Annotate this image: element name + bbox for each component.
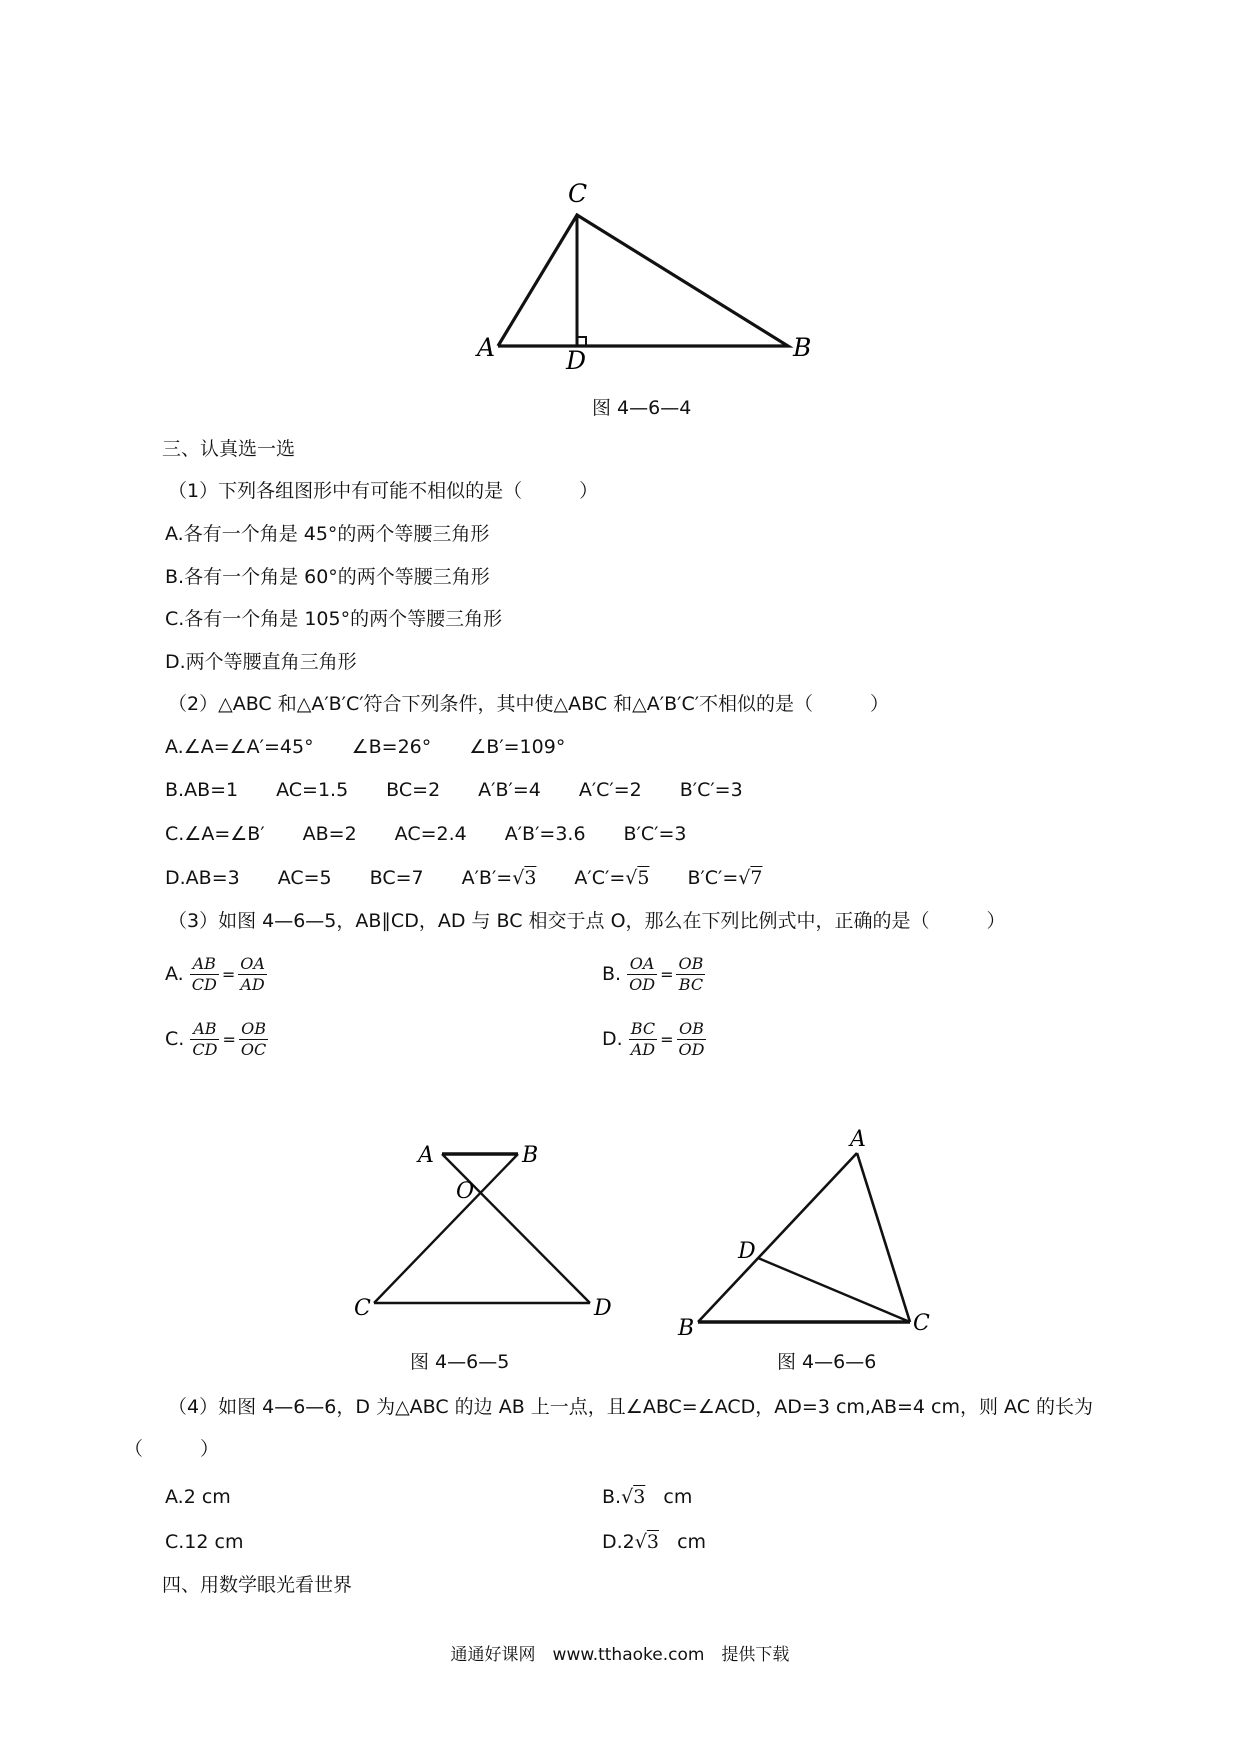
- question-4-stem-continued: （ ）: [124, 1438, 220, 1460]
- q3-option-c-label: C.: [165, 1028, 185, 1050]
- q2-option-c: C.∠A=∠B′ AB=2 AC=2.4 A′B′=3.6 B′C′=3: [165, 823, 687, 845]
- label-a: A: [477, 333, 496, 362]
- page-footer: 通通好课网 www.tthaoke.com 提供下载: [450, 1645, 790, 1665]
- q1-option-c: C.各有一个角是 105°的两个等腰三角形: [165, 608, 503, 630]
- segment-ad: [442, 1154, 590, 1303]
- figure-caption-4-6-5: 图 4—6—5: [410, 1351, 510, 1373]
- q3-option-a: A. $\frac{AB}{CD}$ = $\frac{OA}{AD}$: [165, 954, 265, 994]
- question-1-stem: （1）下列各组图形中有可能不相似的是（ ）: [168, 480, 599, 502]
- q4-option-a: A.2 cm: [165, 1486, 231, 1508]
- label-c: C: [568, 180, 588, 208]
- triangle-acb: [498, 215, 788, 346]
- fraction-left: $\frac{BC}{AD}$: [630, 1019, 656, 1059]
- q4-option-d: [602, 1530, 706, 1554]
- figure-4-6-5: [350, 1140, 620, 1330]
- figure-caption-4-6-6: 图 4—6—6: [777, 1351, 877, 1373]
- segment-dc: [758, 1258, 910, 1322]
- q3-option-b-label: B.: [602, 963, 622, 985]
- q1-option-d: D.两个等腰直角三角形: [165, 651, 357, 673]
- q4-option-c: C.12 cm: [165, 1531, 244, 1553]
- fraction-right: $\frac{OB}{BC}$: [678, 954, 704, 994]
- label-b: B: [522, 1143, 539, 1168]
- sqrt-7: √7: [738, 867, 763, 889]
- q1-option-a: A.各有一个角是 45°的两个等腰三角形: [165, 523, 490, 545]
- sqrt-3: √3: [634, 1531, 659, 1553]
- q2-option-d-mid1: A′C′=: [536, 867, 626, 889]
- sqrt-3: √3: [512, 867, 537, 889]
- q4-option-d-label: D.2: [602, 1531, 635, 1553]
- figure-4-6-4: [470, 180, 830, 370]
- question-4-stem: （4）如图 4—6—6，D 为△ABC 的边 AB 上一点，且∠ABC=∠ACD，AD=3 cm,AB=4 cm，则 AC 的长为: [168, 1396, 1094, 1418]
- q2-option-b: B.AB=1 AC=1.5 BC=2 A′B′=4 A′C′=2 B′C′=3: [165, 779, 743, 801]
- figure-4-6-6: [670, 1125, 940, 1340]
- q2-option-d-text: D.AB=3 AC=5 BC=7 A′B′=: [165, 867, 513, 889]
- sqrt-5: √5: [625, 867, 650, 889]
- fraction-right: $\frac{OB}{OC}$: [240, 1019, 267, 1059]
- q3-option-a-label: A.: [165, 963, 184, 985]
- section-3-title: 三、认真选一选: [162, 438, 296, 460]
- segment-ac: [857, 1153, 910, 1322]
- segment-bc: [374, 1154, 518, 1303]
- fraction-left: $\frac{AB}{CD}$: [192, 1019, 218, 1059]
- label-b: B: [678, 1316, 695, 1340]
- label-c: C: [913, 1311, 930, 1336]
- fraction-right: $\frac{OB}{OD}$: [678, 1019, 705, 1059]
- fraction-right: $\frac{OA}{AD}$: [240, 954, 265, 994]
- question-2-stem: （2）△ABC 和△A′B′C′符合下列条件，其中使△ABC 和△A′B′C′不相似的是（ ）: [168, 693, 890, 715]
- label-d: D: [566, 346, 587, 370]
- q2-option-a: A.∠A=∠A′=45° ∠B=26° ∠B′=109°: [165, 736, 566, 758]
- figure-caption-4-6-4: 图 4—6—4: [592, 397, 692, 419]
- q4-option-b-unit: cm: [663, 1486, 693, 1508]
- q3-option-d-label: D.: [602, 1028, 623, 1050]
- q1-option-b: B.各有一个角是 60°的两个等腰三角形: [165, 566, 490, 588]
- label-a: A: [850, 1127, 866, 1152]
- fraction-left: $\frac{AB}{CD}$: [191, 954, 217, 994]
- q2-option-d: [165, 866, 763, 890]
- label-c: C: [354, 1296, 371, 1321]
- q4-option-b-label: B.: [602, 1486, 622, 1508]
- sqrt-3: √3: [621, 1486, 646, 1508]
- label-b: B: [793, 333, 812, 362]
- q3-option-b: B. $\frac{OA}{OD}$ = $\frac{OB}{BC}$: [602, 954, 704, 994]
- q2-option-d-mid2: B′C′=: [649, 867, 739, 889]
- label-d: D: [594, 1296, 612, 1321]
- segment-ab: [698, 1153, 857, 1322]
- label-a: A: [418, 1143, 434, 1168]
- q3-option-c: C. $\frac{AB}{CD}$ = $\frac{OB}{OC}$: [165, 1019, 267, 1059]
- label-o: O: [456, 1179, 475, 1204]
- q4-option-b: [602, 1485, 692, 1509]
- q3-option-d: D. $\frac{BC}{AD}$ = $\frac{OB}{OD}$: [602, 1019, 705, 1059]
- question-3-stem: （3）如图 4—6—5，AB∥CD，AD 与 BC 相交于点 O，那么在下列比例式中，正确的是（ ）: [168, 910, 1006, 932]
- label-d: D: [738, 1239, 756, 1264]
- q4-option-d-unit: cm: [677, 1531, 707, 1553]
- section-4-title: 四、用数学眼光看世界: [162, 1574, 353, 1596]
- fraction-left: $\frac{OA}{OD}$: [629, 954, 656, 994]
